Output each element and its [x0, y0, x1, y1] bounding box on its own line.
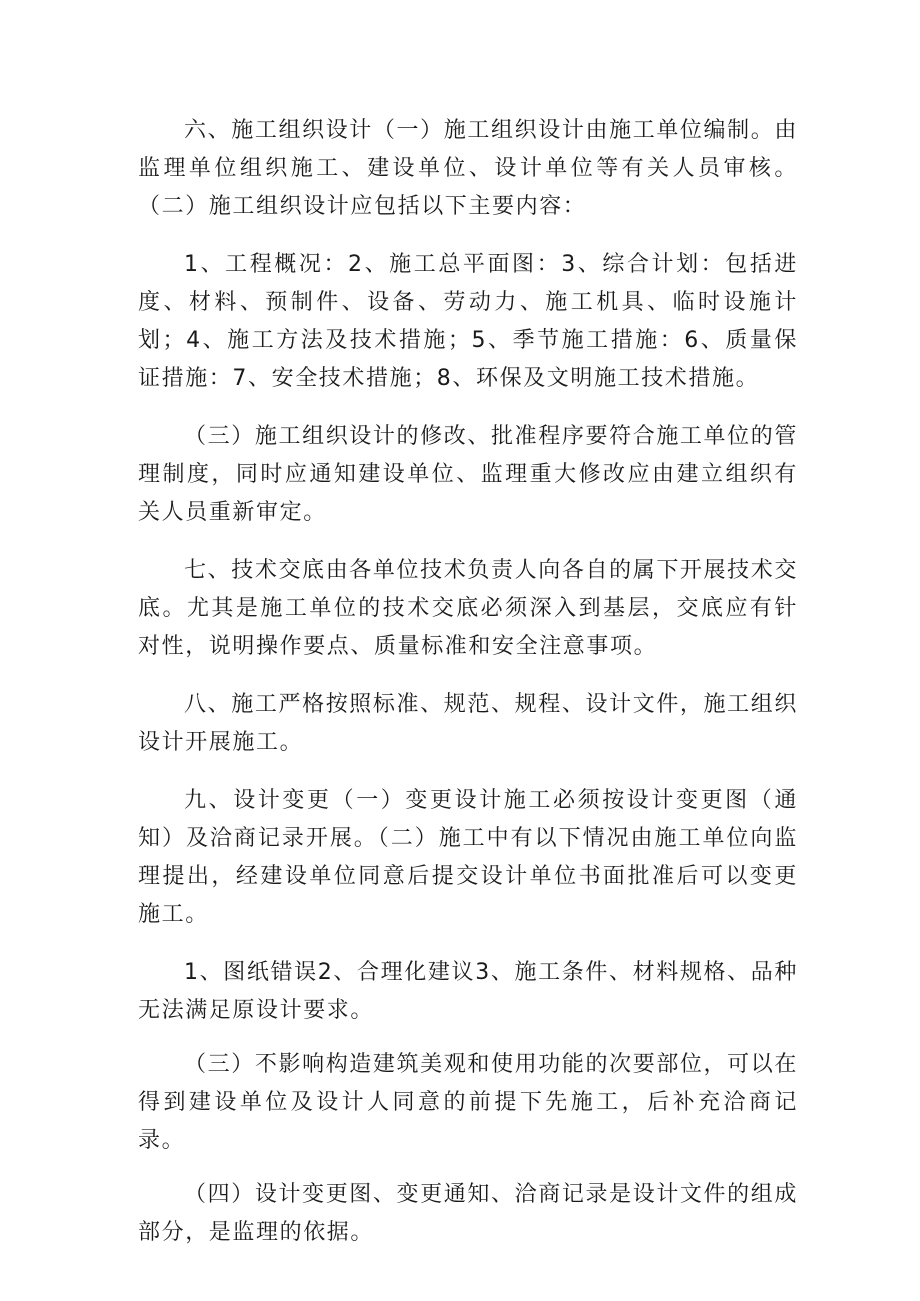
- paragraph-design-modification-approval: （三）施工组织设计的修改、批准程序要符合施工单位的管理制度，同时应通知建设单位、监理重大修改应由建立组织有关人员重新审定。: [138, 424, 798, 525]
- paragraph-minor-parts-construction: （三）不影响构造建筑美观和使用功能的次要部位，可以在得到建设单位及设计人同意的前提下先施工，后补充洽商记录。: [138, 1052, 798, 1153]
- paragraph-main-contents-list: 1、工程概况：2、施工总平面图：3、综合计划：包括进度、材料、预制件、设备、劳动力、施工机具、临时设施计划；4、施工方法及技术措施；5、季节施工措施：6、质量保证措施：7、安全技术措施；8、环保及文明施工技术措施。: [138, 252, 798, 391]
- paragraph-construction-standards: 八、施工严格按照标准、规范、规程、设计文件，施工组织设计开展施工。: [138, 692, 798, 755]
- paragraph-technical-briefing: 七、技术交底由各单位技术负责人向各自的属下开展技术交底。尤其是施工单位的技术交底必须深入到基层，交底应有针对性，说明操作要点、质量标准和安全注意事项。: [138, 558, 798, 659]
- document-page: [138, 112, 798, 1272]
- paragraph-construction-organization-design: 六、施工组织设计（一）施工组织设计由施工单位编制。由监理单位组织施工、建设单位、设计单位等有关人员审核。（二）施工组织设计应包括以下主要内容：: [138, 118, 798, 219]
- paragraph-design-documents-basis: （四）设计变更图、变更通知、洽商记录是设计文件的组成部分，是监理的依据。: [138, 1182, 798, 1245]
- paragraph-design-change: 九、设计变更（一）变更设计施工必须按设计变更图（通知）及洽商记录开展。（二）施工中有以下情况由施工单位向监理提出，经建设单位同意后提交设计单位书面批准后可以变更施工。: [138, 788, 798, 927]
- paragraph-design-change-conditions: 1、图纸错误2、合理化建议3、施工条件、材料规格、品种无法满足原设计要求。: [138, 960, 798, 1023]
